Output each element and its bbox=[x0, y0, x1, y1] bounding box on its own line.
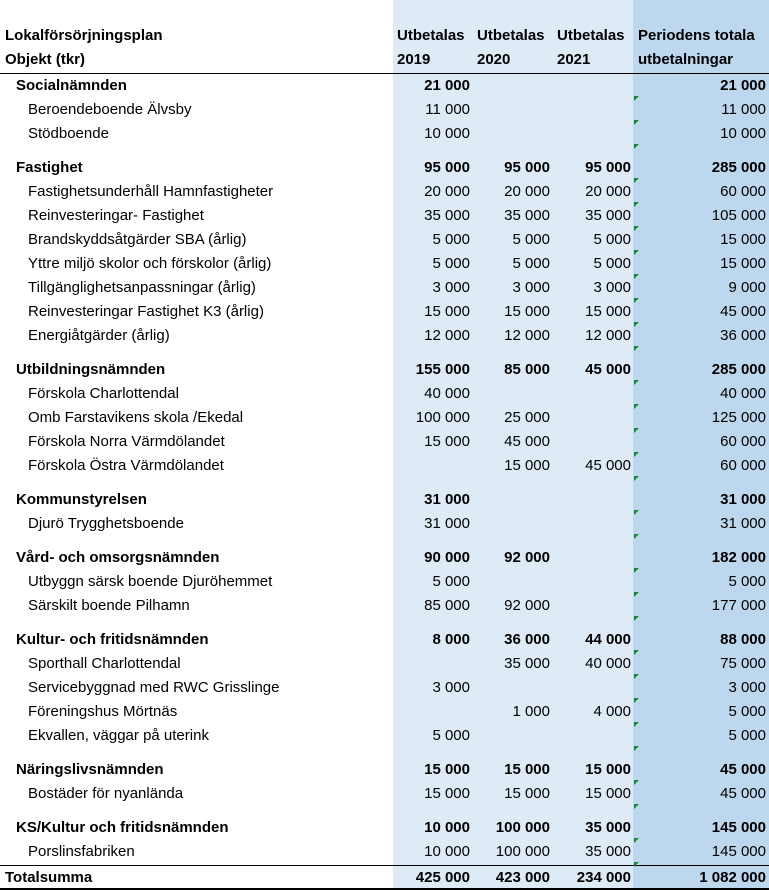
group-row bbox=[0, 156, 769, 180]
table-row bbox=[0, 382, 769, 406]
row-name: Stödboende bbox=[28, 125, 109, 142]
value-total: 45 000 bbox=[720, 303, 766, 320]
table-row bbox=[0, 512, 769, 536]
row-name: Servicebyggnad med RWC Grisslinge bbox=[28, 679, 280, 696]
row-name: Socialnämnden bbox=[16, 77, 127, 94]
col-2020-header-line1: Utbetalas bbox=[477, 27, 545, 44]
value-total: 15 000 bbox=[720, 231, 766, 248]
comment-marker bbox=[634, 452, 639, 457]
value-total: 145 000 bbox=[711, 843, 766, 860]
comment-marker bbox=[634, 380, 639, 385]
value-2019: 15 000 bbox=[424, 303, 470, 320]
row-name: Ekvallen, väggar på uterink bbox=[28, 727, 209, 744]
value-2019: 11 000 bbox=[425, 101, 470, 118]
col-2021-header-line1: Utbetalas bbox=[557, 27, 625, 44]
value-2021: 35 000 bbox=[585, 819, 631, 836]
row-name: Näringslivsnämnden bbox=[16, 761, 164, 778]
comment-marker bbox=[634, 404, 639, 409]
value-2021 bbox=[553, 430, 631, 454]
row-name: KS/Kultur och fritidsnämnden bbox=[16, 819, 229, 836]
value-2020 bbox=[473, 570, 550, 594]
totals-row bbox=[0, 866, 769, 890]
table-row bbox=[0, 430, 769, 454]
value-2020: 15 000 bbox=[504, 303, 550, 320]
value-2019: 15 000 bbox=[424, 761, 470, 778]
value-2020: 5 000 bbox=[512, 231, 550, 248]
table-row bbox=[0, 406, 769, 430]
value-2021 bbox=[553, 512, 631, 536]
value-2019: 31 000 bbox=[424, 491, 470, 508]
table-row bbox=[0, 700, 769, 724]
value-2020: 92 000 bbox=[504, 549, 550, 566]
value-2020: 1 000 bbox=[512, 703, 550, 720]
value-2019: 21 000 bbox=[424, 77, 470, 94]
comment-marker bbox=[634, 476, 639, 481]
table-row bbox=[0, 98, 769, 122]
table-row bbox=[0, 324, 769, 348]
value-2020 bbox=[473, 724, 550, 748]
value-total: 5 000 bbox=[728, 727, 766, 744]
value-total: 5 000 bbox=[728, 573, 766, 590]
value-total: 31 000 bbox=[720, 515, 766, 532]
value-total: 60 000 bbox=[720, 183, 766, 200]
value-total: 31 000 bbox=[720, 491, 766, 508]
value-2019 bbox=[393, 700, 470, 724]
comment-marker bbox=[634, 650, 639, 655]
value-2021 bbox=[553, 676, 631, 700]
comment-marker bbox=[634, 746, 639, 751]
value-2019: 3 000 bbox=[432, 279, 470, 296]
value-2020: 3 000 bbox=[512, 279, 550, 296]
comment-marker bbox=[634, 510, 639, 515]
value-2021: 5 000 bbox=[593, 231, 631, 248]
value-2021: 20 000 bbox=[585, 183, 631, 200]
value-total: 75 000 bbox=[720, 655, 766, 672]
row-name: Reinvesteringar Fastighet K3 (årlig) bbox=[28, 303, 264, 320]
comment-marker bbox=[634, 534, 639, 539]
value-total: 88 000 bbox=[720, 631, 766, 648]
row-name: Förskola Östra Värmdölandet bbox=[28, 457, 224, 474]
value-2020: 100 000 bbox=[495, 819, 550, 836]
table-row bbox=[0, 228, 769, 252]
value-2021: 44 000 bbox=[585, 631, 631, 648]
value-2019: 100 000 bbox=[415, 409, 470, 426]
value-2019: 8 000 bbox=[432, 631, 470, 648]
value-total: 177 000 bbox=[711, 597, 766, 614]
value-2019: 5 000 bbox=[432, 573, 470, 590]
row-name: Förskola Norra Värmdölandet bbox=[28, 433, 225, 450]
value-2020: 25 000 bbox=[504, 409, 550, 426]
value-total: 40 000 bbox=[720, 385, 766, 402]
value-total: 10 000 bbox=[720, 125, 766, 142]
value-2020: 85 000 bbox=[504, 361, 550, 378]
row-name: Brandskyddsåtgärder SBA (årlig) bbox=[28, 231, 247, 248]
value-2019: 90 000 bbox=[424, 549, 470, 566]
value-2019 bbox=[393, 454, 470, 478]
value-2021: 45 000 bbox=[585, 457, 631, 474]
col-2021-header-line2: 2021 bbox=[557, 51, 591, 68]
value-2019: 10 000 bbox=[424, 843, 470, 860]
totals-2019: 425 000 bbox=[415, 869, 470, 886]
comment-marker bbox=[634, 96, 639, 101]
value-2021: 95 000 bbox=[585, 159, 631, 176]
row-name: Reinvesteringar- Fastighet bbox=[28, 207, 204, 224]
value-2020: 95 000 bbox=[504, 159, 550, 176]
value-total: 15 000 bbox=[720, 255, 766, 272]
value-2019: 10 000 bbox=[424, 125, 470, 142]
value-2020 bbox=[473, 382, 550, 406]
total-col-header-line2: utbetalningar bbox=[638, 51, 734, 68]
table-row bbox=[0, 840, 769, 864]
value-2020: 15 000 bbox=[504, 457, 550, 474]
value-2020: 5 000 bbox=[512, 255, 550, 272]
table-row bbox=[0, 122, 769, 146]
table-row bbox=[0, 204, 769, 228]
table-row bbox=[0, 652, 769, 676]
value-2020 bbox=[473, 74, 550, 98]
value-2019: 155 000 bbox=[415, 361, 470, 378]
value-2019: 20 000 bbox=[424, 183, 470, 200]
comment-marker bbox=[634, 616, 639, 621]
value-2021 bbox=[553, 594, 631, 618]
value-2021 bbox=[553, 98, 631, 122]
value-2021: 40 000 bbox=[585, 655, 631, 672]
totals-2021: 234 000 bbox=[576, 869, 631, 886]
row-name: Kultur- och fritidsnämnden bbox=[16, 631, 209, 648]
value-2021 bbox=[553, 382, 631, 406]
row-name: Kommunstyrelsen bbox=[16, 491, 147, 508]
comment-marker bbox=[634, 674, 639, 679]
row-name: Omb Farstavikens skola /Ekedal bbox=[28, 409, 244, 426]
row-name: Vård- och omsorgsnämnden bbox=[16, 549, 220, 566]
comment-marker bbox=[634, 202, 639, 207]
col-2019-header-line1: Utbetalas bbox=[397, 27, 465, 44]
row-name: Energiåtgärder (årlig) bbox=[28, 327, 170, 344]
value-total: 285 000 bbox=[711, 159, 766, 176]
row-name: Förskola Charlottendal bbox=[28, 385, 179, 402]
value-total: 3 000 bbox=[728, 679, 766, 696]
value-2020: 15 000 bbox=[504, 785, 550, 802]
value-2019: 85 000 bbox=[424, 597, 470, 614]
group-row bbox=[0, 488, 769, 512]
comment-marker bbox=[634, 862, 639, 867]
value-2021 bbox=[553, 724, 631, 748]
value-2021: 45 000 bbox=[585, 361, 631, 378]
comment-marker bbox=[634, 428, 639, 433]
sheet-title: Lokalförsörjningsplan bbox=[5, 27, 163, 44]
value-2019: 95 000 bbox=[424, 159, 470, 176]
table-row bbox=[0, 570, 769, 594]
group-row bbox=[0, 358, 769, 382]
value-2021 bbox=[553, 570, 631, 594]
value-2021 bbox=[553, 546, 631, 570]
value-2019: 5 000 bbox=[432, 255, 470, 272]
group-row bbox=[0, 758, 769, 782]
value-2019 bbox=[393, 652, 470, 676]
value-2019: 12 000 bbox=[424, 327, 470, 344]
row-name: Utbildningsnämnden bbox=[16, 361, 166, 378]
comment-marker bbox=[634, 178, 639, 183]
value-2020 bbox=[473, 512, 550, 536]
comment-marker bbox=[634, 144, 639, 149]
value-2021: 15 000 bbox=[585, 303, 631, 320]
comment-marker bbox=[634, 226, 639, 231]
totals-2020: 423 000 bbox=[495, 869, 550, 886]
value-total: 9 000 bbox=[728, 279, 766, 296]
row-name: Sporthall Charlottendal bbox=[28, 655, 181, 672]
col-2019-header-line2: 2019 bbox=[397, 51, 431, 68]
value-2019: 15 000 bbox=[424, 433, 470, 450]
row-name: Föreningshus Mörtnäs bbox=[28, 703, 178, 720]
value-2020 bbox=[473, 488, 550, 512]
comment-marker bbox=[634, 780, 639, 785]
row-name: Fastighetsunderhåll Hamnfastigheter bbox=[28, 183, 274, 200]
comment-marker bbox=[634, 322, 639, 327]
value-2021: 35 000 bbox=[585, 207, 631, 224]
value-2021 bbox=[553, 74, 631, 98]
col-2020-header-line2: 2020 bbox=[477, 51, 511, 68]
value-total: 60 000 bbox=[720, 457, 766, 474]
value-2019: 31 000 bbox=[424, 515, 470, 532]
value-2019: 5 000 bbox=[432, 231, 470, 248]
value-2020: 36 000 bbox=[504, 631, 550, 648]
comment-marker bbox=[634, 838, 639, 843]
table-row bbox=[0, 724, 769, 748]
value-total: 11 000 bbox=[721, 101, 766, 118]
comment-marker bbox=[634, 804, 639, 809]
comment-marker bbox=[634, 346, 639, 351]
value-2021 bbox=[553, 406, 631, 430]
comment-marker bbox=[634, 568, 639, 573]
value-2019: 5 000 bbox=[432, 727, 470, 744]
value-total: 125 000 bbox=[711, 409, 766, 426]
value-2020 bbox=[473, 676, 550, 700]
value-2021: 4 000 bbox=[593, 703, 631, 720]
value-2020: 92 000 bbox=[504, 597, 550, 614]
value-2020: 12 000 bbox=[504, 327, 550, 344]
value-2021: 3 000 bbox=[593, 279, 631, 296]
row-name: Utbyggn särsk boende Djuröhemmet bbox=[28, 573, 273, 590]
value-2020: 35 000 bbox=[504, 655, 550, 672]
value-2021: 12 000 bbox=[585, 327, 631, 344]
value-2019: 15 000 bbox=[424, 785, 470, 802]
value-total: 105 000 bbox=[711, 207, 766, 224]
value-total: 45 000 bbox=[720, 785, 766, 802]
row-name: Särskilt boende Pilhamn bbox=[28, 597, 190, 614]
value-2020: 15 000 bbox=[504, 761, 550, 778]
group-row bbox=[0, 628, 769, 652]
value-2021 bbox=[553, 122, 631, 146]
table-row bbox=[0, 276, 769, 300]
total-col-header-line1: Periodens totala bbox=[638, 27, 755, 44]
value-total: 60 000 bbox=[720, 433, 766, 450]
value-2020 bbox=[473, 122, 550, 146]
table-row bbox=[0, 300, 769, 324]
value-2021 bbox=[553, 488, 631, 512]
table-row bbox=[0, 782, 769, 806]
row-name: Bostäder för nyanlända bbox=[28, 785, 184, 802]
row-name: Tillgänglighetsanpassningar (årlig) bbox=[28, 279, 256, 296]
comment-marker bbox=[634, 298, 639, 303]
value-total: 36 000 bbox=[720, 327, 766, 344]
group-row bbox=[0, 816, 769, 840]
comment-marker bbox=[634, 250, 639, 255]
value-2019: 40 000 bbox=[424, 385, 470, 402]
value-2021: 15 000 bbox=[585, 761, 631, 778]
value-total: 45 000 bbox=[720, 761, 766, 778]
table-row bbox=[0, 454, 769, 478]
table-row bbox=[0, 252, 769, 276]
table-row bbox=[0, 676, 769, 700]
value-2020: 35 000 bbox=[504, 207, 550, 224]
comment-marker bbox=[634, 274, 639, 279]
group-row bbox=[0, 546, 769, 570]
table-row bbox=[0, 180, 769, 204]
value-total: 21 000 bbox=[720, 77, 766, 94]
comment-marker bbox=[634, 698, 639, 703]
row-name: Porslinsfabriken bbox=[28, 843, 135, 860]
value-2020: 45 000 bbox=[504, 433, 550, 450]
comment-marker bbox=[634, 592, 639, 597]
value-total: 145 000 bbox=[711, 819, 766, 836]
row-name: Beroendeboende Älvsby bbox=[28, 101, 192, 118]
value-2021: 35 000 bbox=[585, 843, 631, 860]
group-row bbox=[0, 74, 769, 98]
value-2020 bbox=[473, 98, 550, 122]
value-2020: 20 000 bbox=[504, 183, 550, 200]
row-name: Fastighet bbox=[16, 159, 83, 176]
value-total: 5 000 bbox=[728, 703, 766, 720]
sheet-subtitle: Objekt (tkr) bbox=[5, 51, 86, 68]
table-row bbox=[0, 594, 769, 618]
value-total: 285 000 bbox=[711, 361, 766, 378]
value-2021: 15 000 bbox=[585, 785, 631, 802]
comment-marker bbox=[634, 722, 639, 727]
value-2019: 3 000 bbox=[432, 679, 470, 696]
comment-marker bbox=[634, 120, 639, 125]
value-2020: 100 000 bbox=[495, 843, 550, 860]
value-2019: 35 000 bbox=[424, 207, 470, 224]
totals-total: 1 082 000 bbox=[699, 869, 766, 886]
row-name: Yttre miljö skolor och förskolor (årlig) bbox=[28, 255, 272, 272]
value-2019: 10 000 bbox=[424, 819, 470, 836]
value-total: 182 000 bbox=[711, 549, 766, 566]
value-2021: 5 000 bbox=[593, 255, 631, 272]
row-name: Djurö Trygghetsboende bbox=[28, 515, 184, 532]
totals-label: Totalsumma bbox=[5, 869, 93, 886]
